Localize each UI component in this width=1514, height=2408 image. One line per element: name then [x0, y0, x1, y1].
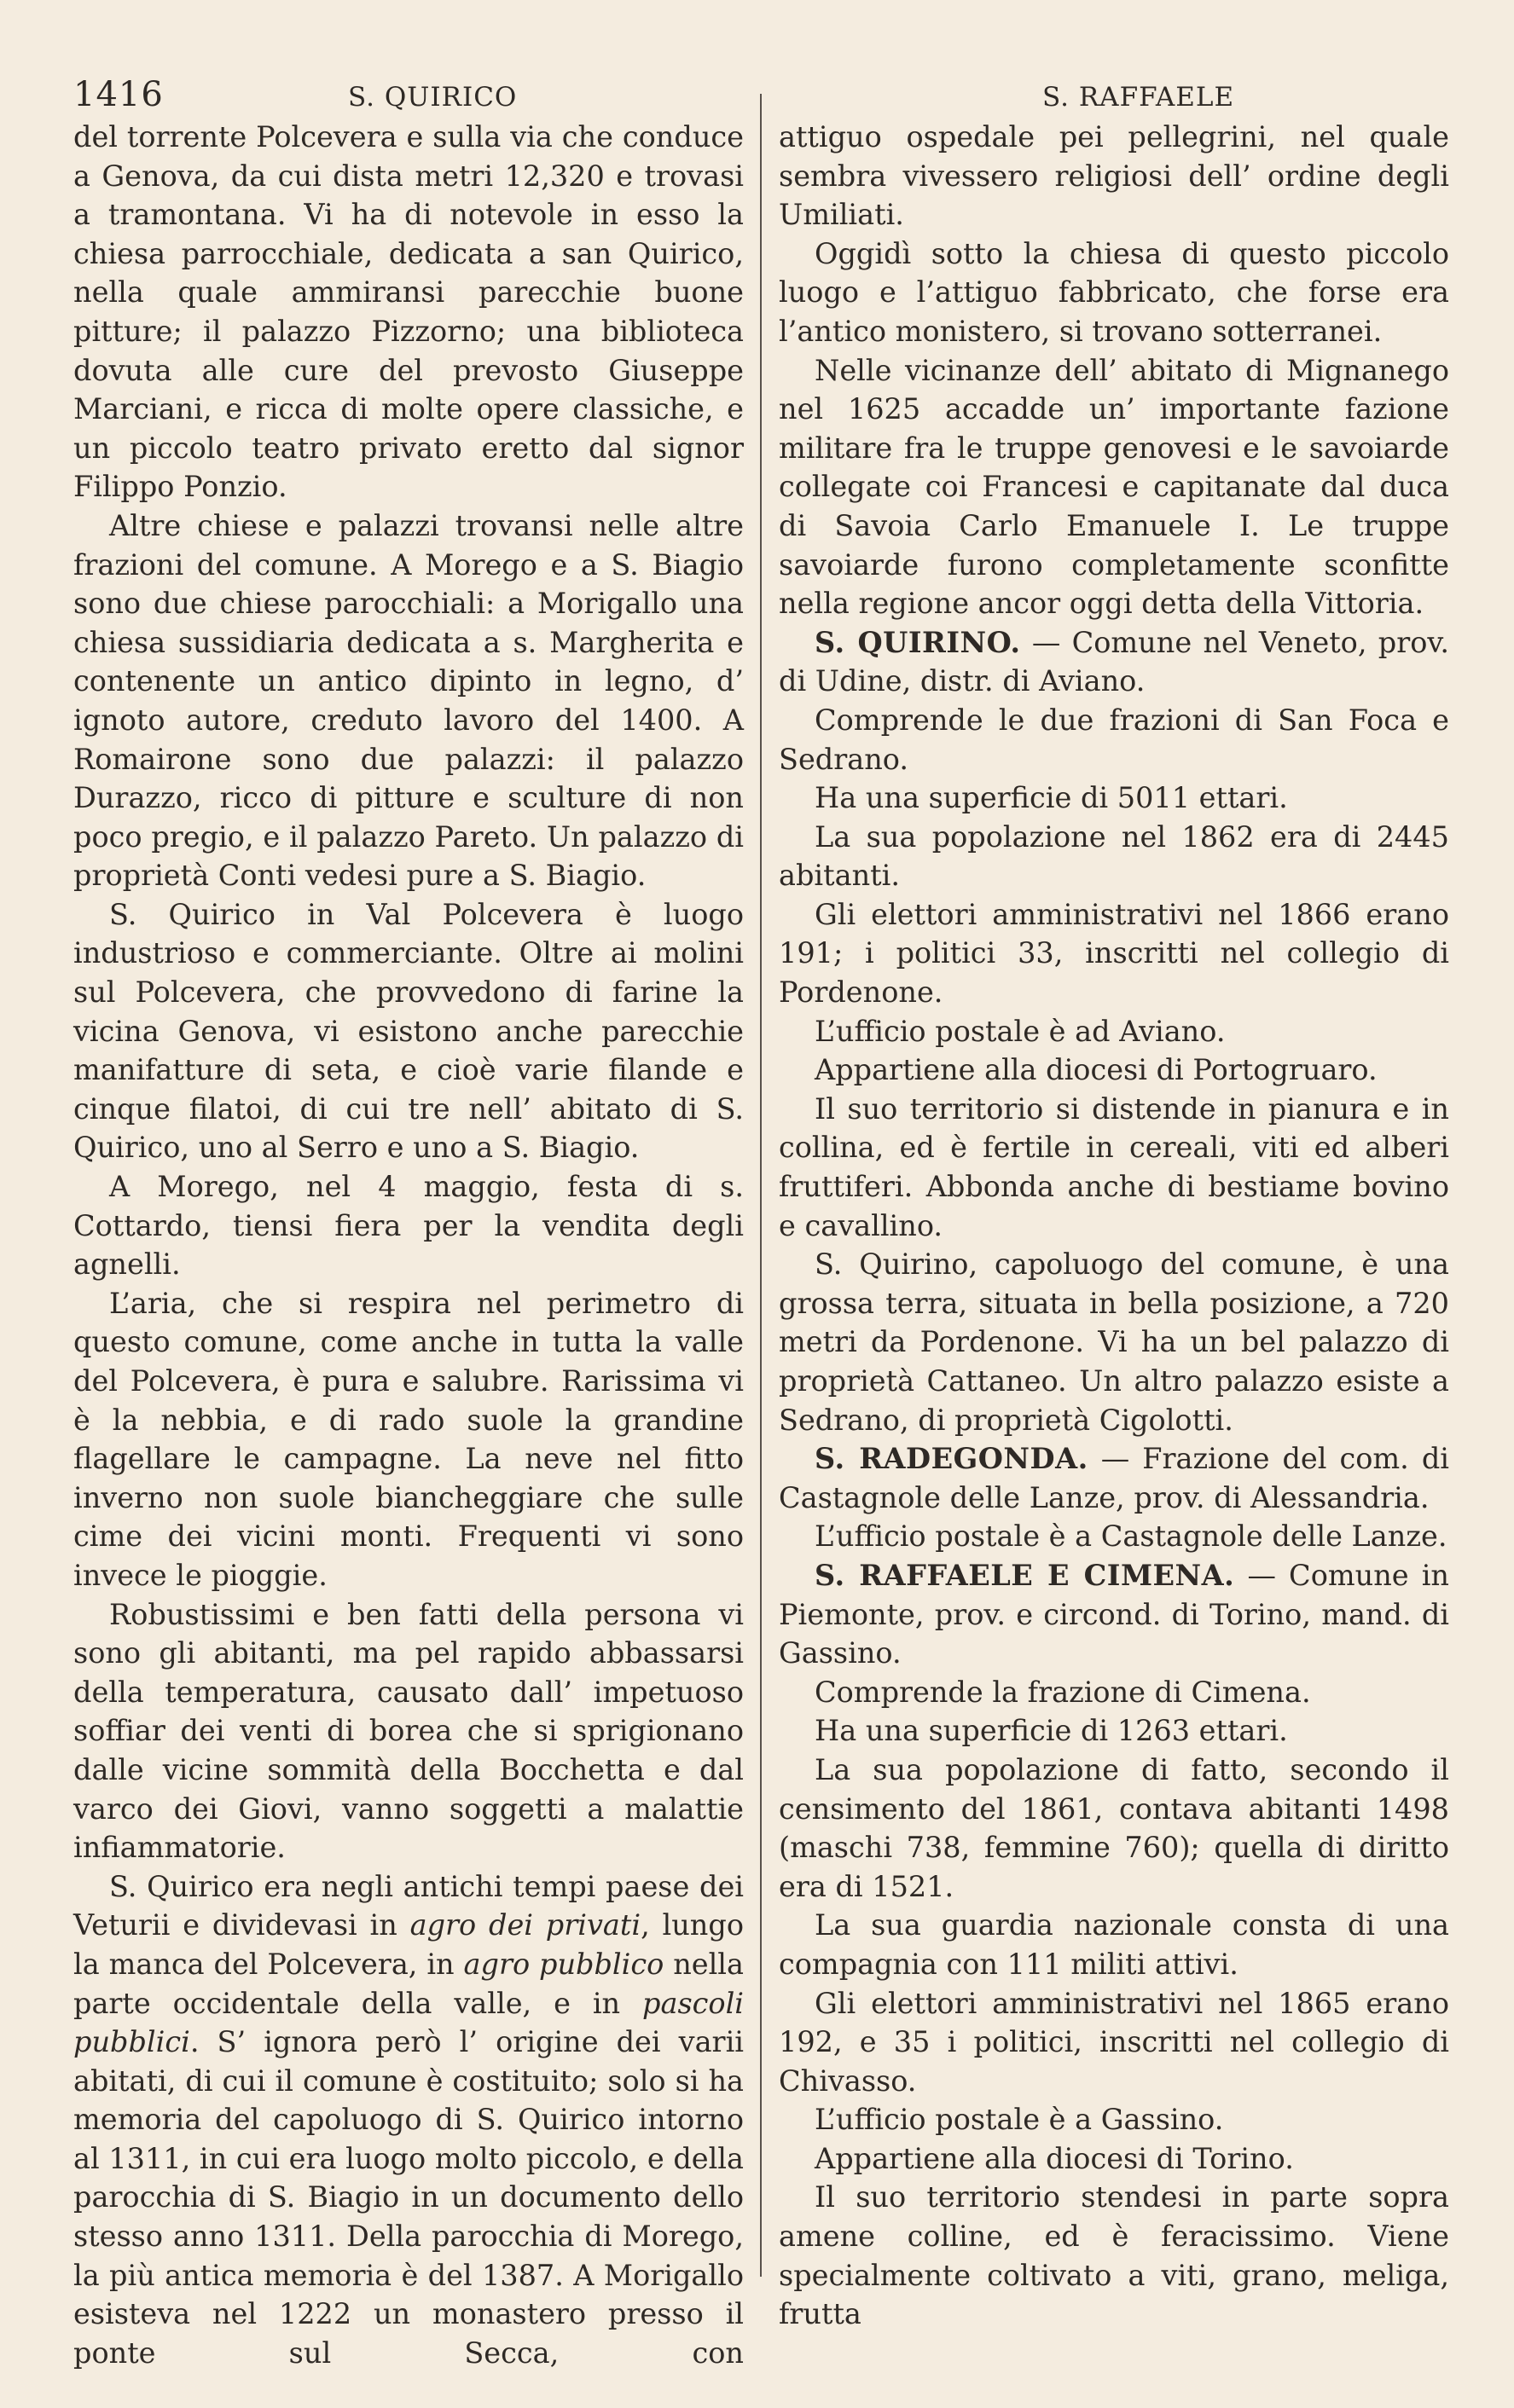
paragraph: Comprende la frazione di Cimena. — [815, 1675, 1311, 1709]
text-run: . S’ ignora però l’ origine dei varii abitati, di cui il comune è costituito; solo si ha memoria del capoluogo di S. Quirico intorno al 1311, in cui era luogo molto piccolo, e della parocchia di S. Biagio in un documento dello stesso anno 1311. Della parocchia di Morego, la più antica memoria è del 1387. A Morigallo esisteva nel 1222 un monastero presso il ponte sul Secca, con — [73, 2025, 744, 2370]
running-head-left: S. QUIRICO — [348, 82, 518, 113]
text-run: , lungo la manca del Polcevera, in — [73, 1908, 744, 1981]
paragraph: Ha una superficie di 1263 ettari. — [815, 1714, 1288, 1748]
text-run: S. Quirico era negli antichi tempi paese dei Veturii e dividevasi in — [73, 1869, 744, 1942]
right-column — [779, 118, 1449, 2334]
paragraph: Gli elettori amministrativi nel 1866 erano 191; i politici 33, inscritti nel collegio di Pordenone. — [779, 897, 1449, 1010]
paragraph: del torrente Polcevera e sulla via che conduce a Genova, da cui dista metri 12,320 e trovasi a tramontana. Vi ha di notevole in esso la chiesa parrocchiale, dedicata a san Quirico, nella quale ammiransi parecchie buone pitture; il palazzo Pizzorno; una biblioteca dovuta alle cure del prevosto Giuseppe Marciani, e ricca di molte opere classiche, e un piccolo teatro privato eretto dal signor Filippo Ponzio. — [73, 120, 744, 504]
paragraph: Il suo territorio si distende in pianura e in collina, ed è fertile in cereali, viti ed alberi fruttiferi. Abbonda anche di bestiame bovino e cavallino. — [779, 1091, 1449, 1242]
paragraph: Oggidì sotto la chiesa di questo piccolo luogo e l’attiguo fabbricato, che forse era l’antico monistero, si trovano sotterranei. — [779, 236, 1449, 348]
paragraph: attiguo ospedale pei pellegrini, nel quale sembra vivessero religiosi dell’ ordine degli Umiliati. — [779, 120, 1449, 232]
paragraph: L’ufficio postale è a Castagnole delle Lanze. — [815, 1519, 1447, 1554]
italic-term: pascoli pubblici — [73, 1986, 744, 2059]
paragraph: La sua popolazione di fatto, secondo il censimento del 1861, contava abitanti 1498 (maschi 738, femmine 760); quella di diritto era di 1521. — [779, 1752, 1449, 1903]
paragraph: Gli elettori amministrativi nel 1865 erano 192, e 35 i politici, inscritti nel collegio di Chivasso. — [779, 1986, 1449, 2098]
paragraph: La sua popolazione nel 1862 era di 2445 abitanti. — [779, 819, 1449, 893]
entry-lead: — Comune nel Veneto, prov. di Udine, distr. di Aviano. — [779, 625, 1449, 698]
paragraph: S. Quirico in Val Polcevera è luogo industrioso e commerciante. Oltre ai molini sul Polcevera, che provvedono di farine la vicina Genova, vi esistono anche parecchie manifatture di seta, e cioè varie filande e cinque filatoi, di cui tre nell’ abitato di S. Quirico, uno al Serro e uno a S. Biagio. — [73, 897, 744, 1165]
entry-radegonda — [779, 1439, 1449, 1517]
paragraph: Ha una superficie di 5011 ettari. — [815, 781, 1288, 815]
paragraph: L’aria, che si respira nel perimetro di questo comune, come anche in tutta la valle del Polcevera, è pura e salubre. Rarissima vi è la nebbia, e di rado suole la grandine flagellare le campagne. La neve nel fitto inverno non suole biancheggiare che sulle cime dei vicini monti. Frequenti vi sono invece le pioggie. — [73, 1286, 744, 1592]
paragraph: Il suo territorio stendesi in parte sopra amene colline, ed è feracissimo. Viene specialmente coltivato a viti, grano, meliga, frutta — [779, 2180, 1449, 2331]
running-head-right: S. RAFFAELE — [1042, 82, 1235, 113]
entry-heading: S. QUIRINO. — [815, 625, 1021, 659]
paragraph — [73, 1867, 744, 2373]
entry-lead: — Comune in Piemonte, prov. e circond. di Torino, mand. di Gassino. — [779, 1558, 1449, 1670]
paragraph: Appartiene alla diocesi di Torino. — [815, 2141, 1294, 2175]
paragraph: Comprende le due frazioni di San Foca e Sedrano. — [779, 703, 1449, 776]
entry-raffaele — [779, 1556, 1449, 1673]
page-number: 1416 — [73, 75, 164, 114]
paragraph: A Morego, nel 4 maggio, festa di s. Cottardo, tiensi fiera per la vendita degli agnelli. — [73, 1170, 744, 1282]
left-column — [73, 118, 744, 2372]
entry-quirino — [779, 623, 1449, 701]
entry-heading: S. RADEGONDA. — [815, 1442, 1088, 1476]
paragraph: L’ufficio postale è a Gassino. — [815, 2103, 1224, 2137]
paragraph: S. Quirino, capoluogo del comune, è una grossa terra, situata in bella posizione, a 720 metri da Pordenone. Vi ha un bel palazzo di proprietà Cattaneo. Un altro palazzo esiste a Sedrano, di proprietà Cigolotti. — [779, 1247, 1449, 1437]
paragraph: La sua guardia nazionale consta di una compagnia con 111 militi attivi. — [779, 1908, 1449, 1981]
paragraph: L’ufficio postale è ad Aviano. — [815, 1014, 1226, 1048]
paragraph: Robustissimi e ben fatti della persona vi sono gli abitanti, ma pel rapido abbassarsi della temperatura, causato dall’ impetuoso soffiar dei venti di borea che si sprigionano dalle vicine sommità della Bocchetta e dal varco dei Giovi, vanno soggetti a malattie infiammatorie. — [73, 1597, 744, 1865]
text-run: nella parte occidentale della valle, e in — [73, 1947, 744, 2020]
entry-lead: — Frazione del com. di Castagnole delle Lanze, prov. di Alessandria. — [779, 1442, 1449, 1514]
paragraph: Appartiene alla diocesi di Portogruaro. — [815, 1053, 1378, 1087]
entry-heading: S. RAFFAELE E CIMENA. — [815, 1558, 1235, 1592]
column-divider — [760, 94, 762, 2277]
italic-term: agro dei privati — [409, 1908, 641, 1942]
paragraph: Altre chiese e palazzi trovansi nelle altre frazioni del comune. A Morego e a S. Biagio sono due chiese parocchiali: a Morigallo una chiesa sussidiaria dedicata a s. Margherita e contenente un antico dipinto in legno, d’ ignoto autore, creduto lavoro del 1400. A Romairone sono due palazzi: il palazzo Durazzo, ricco di pitture e sculture di non poco pregio, e il palazzo Pareto. Un palazzo di proprietà Conti vedesi pure a S. Biagio. — [73, 508, 744, 893]
italic-term: agro pubblico — [463, 1947, 664, 1981]
paragraph: Nelle vicinanze dell’ abitato di Mignanego nel 1625 accadde un’ importante fazione militare fra le truppe genovesi e le savoiarde collegate coi Francesi e capitanate dal duca di Savoia Carlo Emanuele I. Le truppe savoiarde furono completamente sconfitte nella regione ancor oggi detta della Vittoria. — [779, 353, 1449, 621]
